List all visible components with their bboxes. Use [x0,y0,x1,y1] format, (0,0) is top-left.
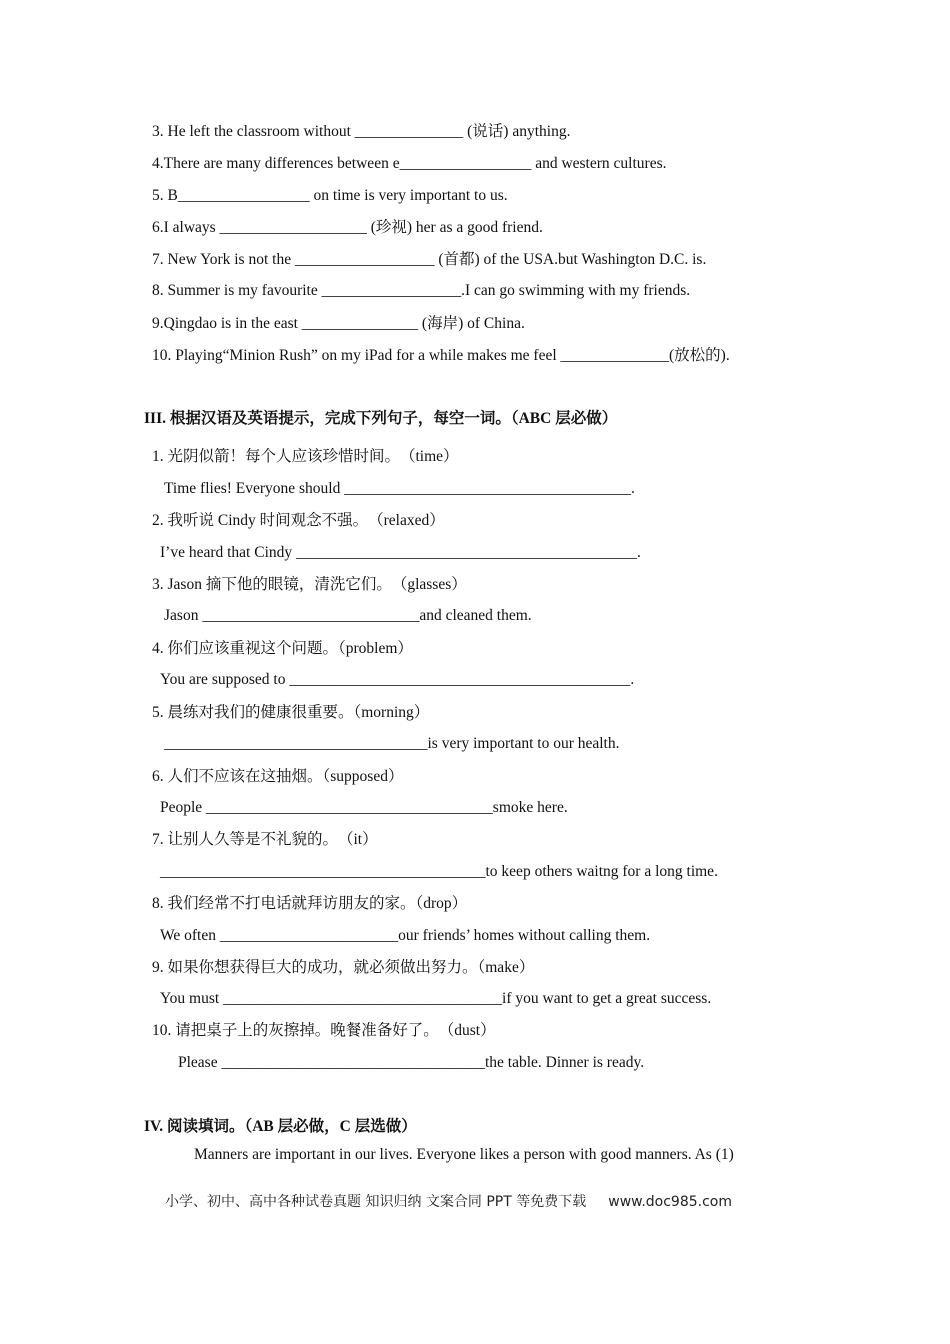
translate-answer-6: People _____________________________________smoke here. [160,799,568,816]
translate-answer-7: __________________________________________to keep others waitng for a long time. [160,863,718,880]
translate-prompt-10: 10. 请把桌子上的灰擦掉。晚餐准备好了。 （dust） [152,1022,496,1039]
footer-text: 小学、初中、高中各种试卷真题 知识归纳 文案合同 PPT 等免费下载 [165,1194,587,1210]
fill-item-9: 9.Qingdao is in the east _______________ (海岸) of China. [152,315,525,332]
page-footer [165,1191,732,1211]
translate-prompt-8: 8. 我们经常不打电话就拜访朋友的家。（drop） [152,895,468,912]
fill-item-6: 6.I always ___________________ (珍视) her as a good friend. [152,219,543,236]
translate-prompt-5: 5. 晨练对我们的健康很重要。（morning） [152,704,430,721]
section-4-heading: IV. 阅读填词。（AB 层必做，C 层选做） [144,1118,417,1135]
translate-answer-3: Jason ____________________________and cleaned them. [164,607,532,624]
translate-prompt-7: 7. 让别人久等是不礼貌的。 （it） [152,831,378,848]
translate-prompt-6: 6. 人们不应该在这抽烟。（supposed） [152,768,404,785]
translate-prompt-2: 2. 我听说 Cindy 时间观念不强。 （relaxed） [152,512,445,529]
reading-passage-line: Manners are important in our lives. Everyone likes a person with good manners. As (1) [194,1146,734,1163]
fill-item-3: 3. He left the classroom without ______________ (说话) anything. [152,123,571,140]
translate-prompt-9: 9. 如果你想获得巨大的成功，就必须做出努力。（make） [152,959,535,976]
fill-item-7: 7. New York is not the __________________ (首都) of the USA.but Washington D.C. is. [152,251,707,268]
translate-answer-2: I’ve heard that Cindy ____________________________________________. [160,544,641,561]
translate-answer-4: You are supposed to ____________________________________________. [160,671,635,688]
translate-answer-5: __________________________________is very important to our health. [164,735,620,752]
translate-answer-1: Time flies! Everyone should _____________________________________. [164,480,635,497]
fill-item-4: 4.There are many differences between e_________________ and western cultures. [152,155,667,172]
translate-prompt-1: 1. 光阴似箭！每个人应该珍惜时间。 （time） [152,448,459,465]
translate-answer-8: We often _______________________our friends’ homes without calling them. [160,927,651,944]
translate-answer-10: Please __________________________________the table. Dinner is ready. [178,1054,645,1071]
translate-answer-9: You must ____________________________________if you want to get a great success. [160,990,712,1007]
translate-prompt-3: 3. Jason 摘下他的眼镜，清洗它们。 （glasses） [152,576,467,593]
section-3-heading: III. 根据汉语及英语提示，完成下列句子，每空一词。（ABC 层必做） [144,410,618,427]
translate-prompt-4: 4. 你们应该重视这个问题。（problem） [152,640,413,657]
fill-item-5: 5. B_________________ on time is very important to us. [152,187,508,204]
fill-item-8: 8. Summer is my favourite __________________.I can go swimming with my friends. [152,282,691,299]
footer-url[interactable]: www.doc985.com [608,1194,732,1210]
fill-item-10: 10. Playing“Minion Rush” on my iPad for a while makes me feel ______________(放松的). [152,347,730,364]
